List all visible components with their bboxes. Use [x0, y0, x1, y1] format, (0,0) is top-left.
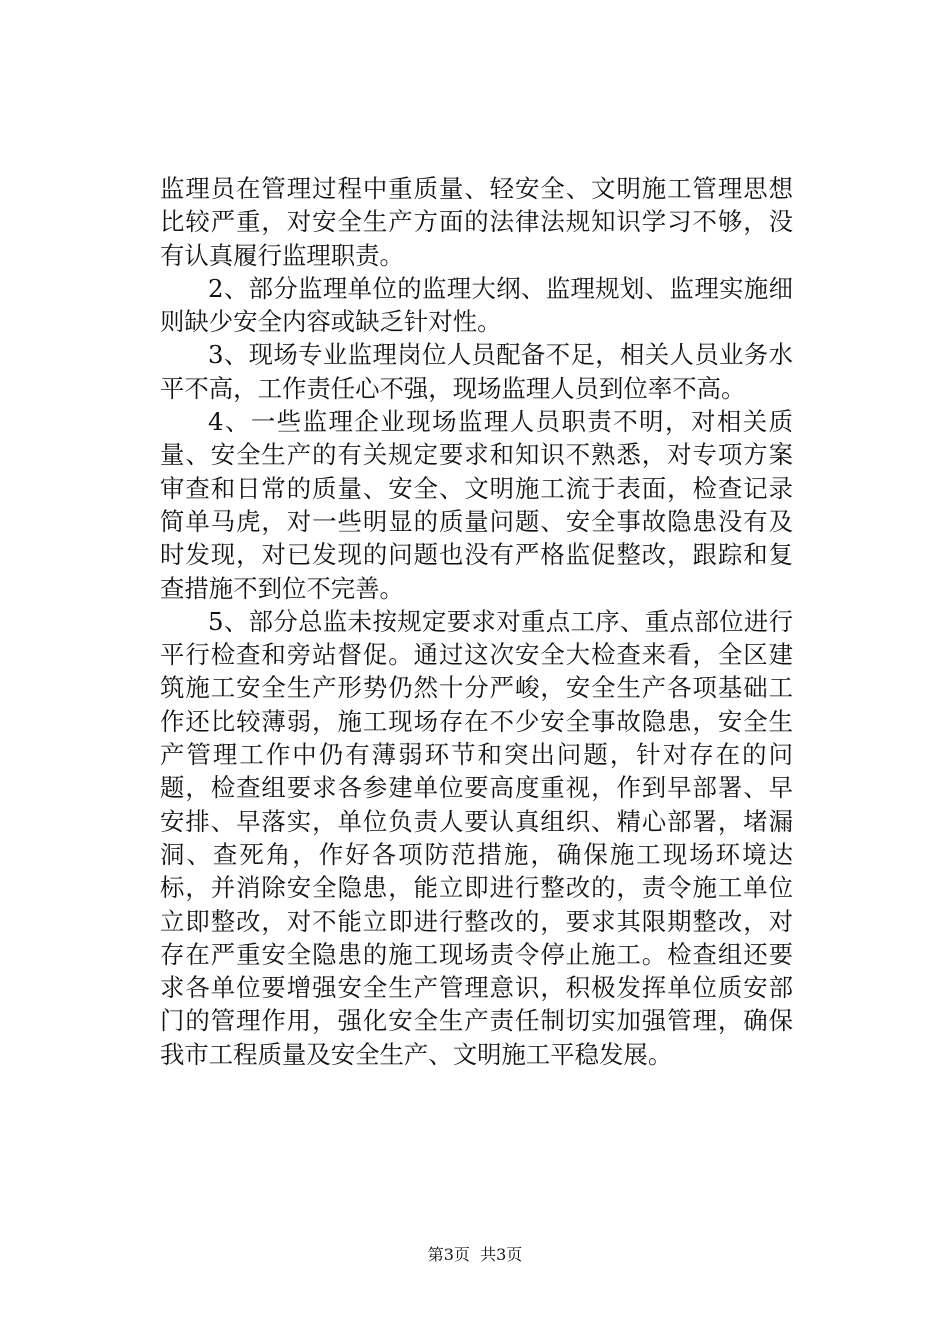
paragraph-continuation: 监理员在管理过程中重质量、轻安全、文明施工管理思想比较严重，对安全生产方面的法律法规知识学习不够，没有认真履行监理职责。: [160, 174, 793, 270]
paragraph-item-4: 4、一些监理企业现场监理人员职责不明，对相关质量、安全生产的有关规定要求和知识不熟悉，对专项方案审查和日常的质量、安全、文明施工流于表面，检查记录简单马虎，对一些明显的质量问题、安全事故隐患没有及时发现，对已发现的问题也没有严格监促整改，跟踪和复查措施不到位不完善。: [160, 407, 793, 603]
paragraph-item-5: 5、部分总监未按规定要求对重点工序、重点部位进行平行检查和旁站督促。通过这次安全大检查来看，全区建筑施工安全生产形势仍然十分严峻，安全生产各项基础工作还比较薄弱，施工现场存在不少安全事故隐患，安全生产管理工作中仍有薄弱环节和突出问题，针对存在的问题，检查组要求各参建单位要高度重视，作到早部署、早安排、早落实，单位负责人要认真组织、精心部署，堵漏洞、查死角，作好各项防范措施，确保施工现场环境达标，并消除安全隐患，能立即进行整改的，责令施工单位立即整改，对不能立即进行整改的，要求其限期整改，对存在严重安全隐患的施工现场责令停止施工。检查组还要求各单位要增强安全生产管理意识，积极发挥单位质安部门的管理作用，强化安全生产责任制切实加强管理，确保我市工程质量及安全生产、文明施工平稳发展。: [160, 606, 793, 1069]
page-footer: [0, 1244, 950, 1266]
document-body: [160, 172, 793, 1071]
paragraph-item-2: 2、部分监理单位的监理大纲、监理规划、监理实施细则缺少安全内容或缺乏针对性。: [160, 273, 793, 337]
paragraph-item-3: 3、现场专业监理岗位人员配备不足，相关人员业务水平不高，工作责任心不强，现场监理人员到位率不高。: [160, 340, 793, 403]
page-number: 第3页 共3页: [427, 1245, 523, 1264]
